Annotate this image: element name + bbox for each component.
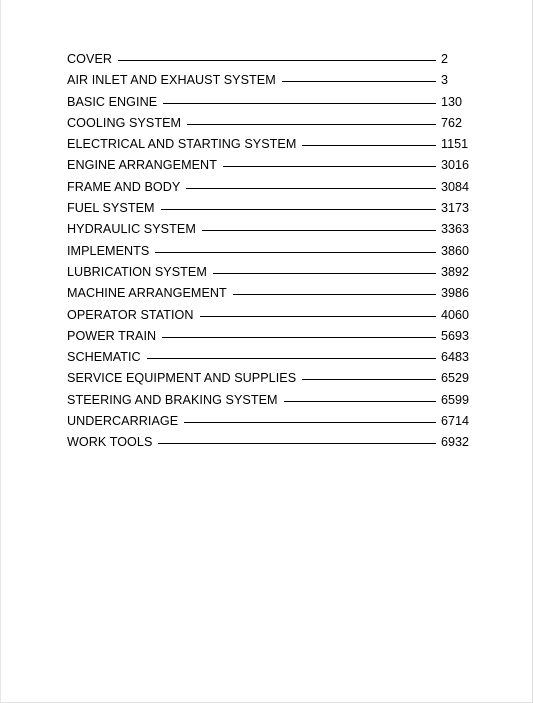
toc-entry-title: SCHEMATIC xyxy=(67,350,141,365)
toc-entry-page: 3363 xyxy=(441,222,470,237)
toc-entry[interactable] xyxy=(67,51,471,72)
toc-entry-title: POWER TRAIN xyxy=(67,328,157,343)
toc-leader-line xyxy=(213,273,436,274)
toc-entry-title: WORK TOOLS xyxy=(67,435,153,450)
toc-entry[interactable] xyxy=(67,370,471,391)
toc-entry[interactable] xyxy=(67,115,471,136)
toc-entry[interactable] xyxy=(67,221,471,242)
toc-leader-line xyxy=(187,124,436,125)
toc-entry-page: 5693 xyxy=(441,328,470,343)
toc-leader-line xyxy=(147,358,436,359)
toc-entry-title: AIR INLET AND EXHAUST SYSTEM xyxy=(67,73,276,88)
toc-leader-line xyxy=(161,209,436,210)
toc-entry-title: COVER xyxy=(67,52,113,66)
toc-entry[interactable] xyxy=(67,72,471,93)
toc-leader-line xyxy=(118,60,436,61)
toc-entry-page: 3 xyxy=(441,73,449,88)
toc-entry[interactable] xyxy=(67,243,471,264)
toc-entry-title: STEERING AND BRAKING SYSTEM xyxy=(67,392,278,407)
toc-entry-page: 3860 xyxy=(441,243,470,258)
toc-entry[interactable] xyxy=(67,285,471,306)
toc-leader-line xyxy=(282,81,436,82)
toc-entry-page: 6529 xyxy=(441,371,470,386)
toc-leader-line xyxy=(155,252,436,253)
toc-entry-page: 1151 xyxy=(441,137,469,152)
toc-entry-page: 6483 xyxy=(441,350,470,365)
toc-entry-page: 3016 xyxy=(441,158,470,173)
toc-entry[interactable] xyxy=(67,200,471,221)
toc-entry[interactable] xyxy=(67,136,471,157)
toc-leader-line xyxy=(233,294,436,295)
toc-entry[interactable] xyxy=(67,434,471,455)
toc-entry-title: ENGINE ARRANGEMENT xyxy=(67,158,217,173)
toc-leader-line xyxy=(302,379,436,380)
toc-entry-title: COOLING SYSTEM xyxy=(67,115,182,130)
toc-entry-title: OPERATOR STATION xyxy=(67,307,194,322)
toc-entry-title: ELECTRICAL AND STARTING SYSTEM xyxy=(67,137,297,152)
toc-entry-title: MACHINE ARRANGEMENT xyxy=(67,286,227,301)
toc-entry-page: 130 xyxy=(441,94,463,109)
toc-entry-page: 3986 xyxy=(441,286,470,301)
toc-entry[interactable] xyxy=(67,264,471,285)
toc-entry-page: 2 xyxy=(441,52,449,66)
toc-entry[interactable] xyxy=(67,307,471,328)
toc-entry-page: 762 xyxy=(441,115,463,130)
toc-leader-line xyxy=(162,337,436,338)
toc-leader-line xyxy=(302,145,436,146)
toc-entry[interactable] xyxy=(67,328,471,349)
toc-entry-title: IMPLEMENTS xyxy=(67,243,150,258)
toc-entry-title: BASIC ENGINE xyxy=(67,94,158,109)
toc-entry[interactable] xyxy=(67,94,471,115)
toc-entry-title: UNDERCARRIAGE xyxy=(67,414,179,429)
toc-leader-line xyxy=(200,316,436,317)
toc-entry-title: HYDRAULIC SYSTEM xyxy=(67,222,196,237)
toc-entry[interactable] xyxy=(67,413,471,434)
toc-entry[interactable] xyxy=(67,179,471,200)
toc-leader-line xyxy=(223,166,436,167)
toc-entry-page: 4060 xyxy=(441,307,470,322)
toc-entry-title: LUBRICATION SYSTEM xyxy=(67,264,207,279)
toc-leader-line xyxy=(163,103,436,104)
toc-entry-page: 3173 xyxy=(441,201,470,216)
toc-entry-title: FRAME AND BODY xyxy=(67,179,181,194)
toc-leader-line xyxy=(284,401,436,402)
toc-entry-page: 6599 xyxy=(441,392,470,407)
toc-leader-line xyxy=(184,422,436,423)
toc-entry-page: 6714 xyxy=(441,414,470,429)
toc-leader-line xyxy=(202,230,436,231)
toc-entry-page: 3892 xyxy=(441,264,470,279)
toc-entry[interactable] xyxy=(67,392,471,413)
toc-leader-line xyxy=(186,188,436,189)
table-of-contents xyxy=(67,51,471,456)
toc-entry[interactable] xyxy=(67,157,471,178)
toc-entry-title: SERVICE EQUIPMENT AND SUPPLIES xyxy=(67,371,297,386)
toc-entry[interactable] xyxy=(67,349,471,370)
toc-entry-title: FUEL SYSTEM xyxy=(67,201,155,216)
toc-entry-page: 6932 xyxy=(441,435,470,450)
toc-leader-line xyxy=(158,443,436,444)
toc-entry-page: 3084 xyxy=(441,179,470,194)
